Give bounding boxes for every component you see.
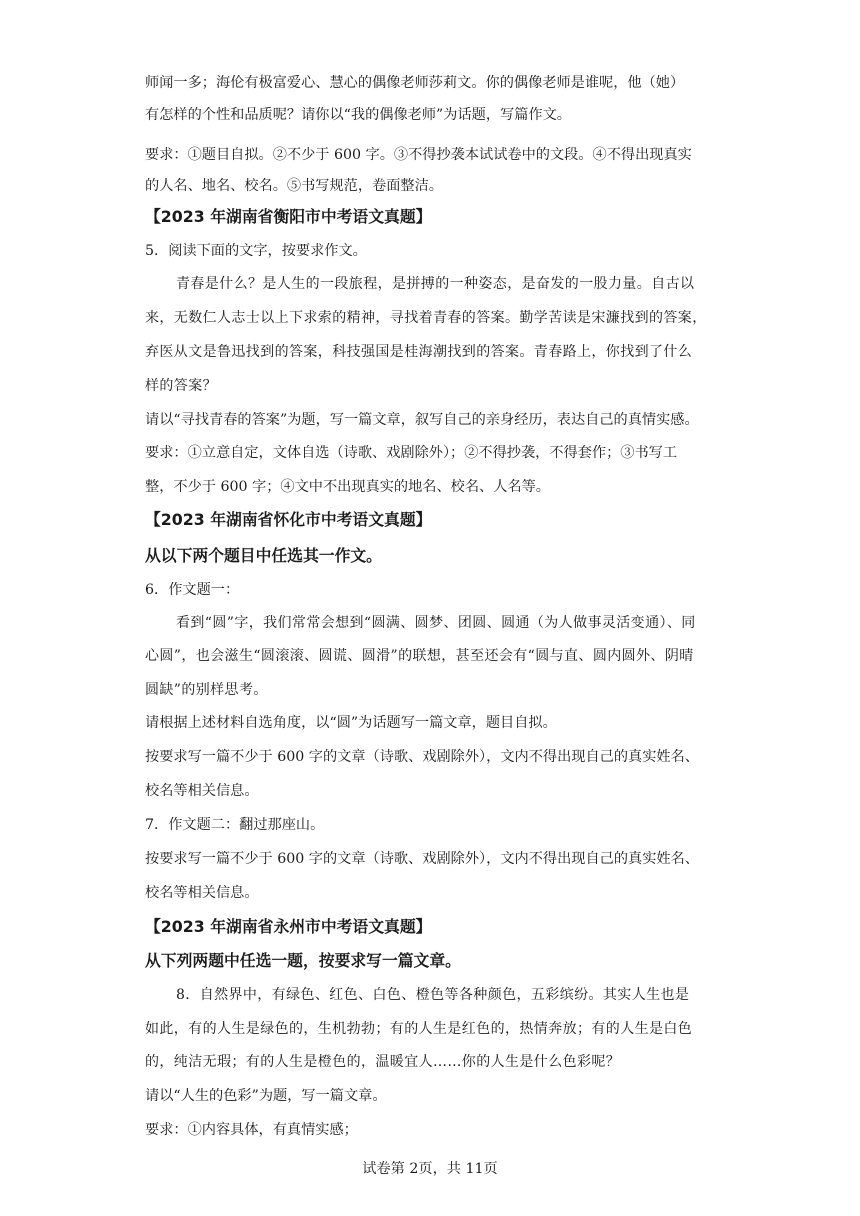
material-line: 来，无数仁人志士以上下求索的精神，寻找着青春的答案。勤学苦读是宋濂找到的答案， [145, 310, 707, 326]
material-line: 圆缺”的别样思考。 [145, 682, 268, 698]
section-instruction: 从下列两题中任选一题，按要求写一篇文章。 [145, 951, 461, 970]
material-line: 青春是什么？是人生的一段旅程，是拼搏的一种姿态，是奋发的一股力量。自古以 [176, 276, 695, 292]
instruction-line: 校名等相关信息。 [145, 783, 259, 799]
requirements-line: 要求：①内容具体，有真情实感； [145, 1122, 358, 1138]
text-line: 有怎样的个性和品质呢？请你以“我的偶像老师”为话题，写篇作文。 [145, 107, 571, 123]
material-line: 弃医从文是鲁迅找到的答案，科技强国是桂海潮找到的答案。青春路上，你找到了什么 [145, 344, 693, 360]
material-line: 样的答案？ [145, 378, 217, 394]
question-5-prompt: 5．阅读下面的文字，按要求作文。 [145, 243, 367, 259]
material-line: 如此，有的人生是绿色的，生机勃勃；有的人生是红色的，热情奔放；有的人生是白色 [145, 1021, 693, 1037]
question-6-label: 6．作文题一： [145, 582, 240, 598]
page-footer: 试卷第 2页，共 11页 [362, 1161, 498, 1177]
material-line: 的，纯洁无瑕；有的人生是橙色的，温暖宜人……你的人生是什么色彩呢？ [145, 1054, 621, 1070]
instruction-line: 请根据上述材料自选角度，以“圆”为话题写一篇文章，题目自拟。 [145, 715, 557, 731]
section-instruction: 从以下两个题目中任选其一作文。 [145, 546, 382, 565]
section-heading-hengyang: 【2023 年湖南省衡阳市中考语文真题】 [145, 207, 432, 226]
instruction-line: 请以“寻找青春的答案”为题，写一篇文章，叙写自己的亲身经历，表达自己的真情实感。 [145, 412, 699, 428]
instruction-line: 请以“人生的色彩”为题，写一篇文章。 [145, 1088, 387, 1104]
section-heading-yongzhou: 【2023 年湖南省永州市中考语文真题】 [145, 917, 432, 936]
requirements-line: 整，不少于 600 字；④文中不出现真实的地名、校名、人名等。 [145, 479, 550, 495]
instruction-line: 按要求写一篇不少于 600 字的文章（诗歌、戏剧除外），文内不得出现自己的真实姓名、 [145, 749, 699, 765]
question-7-label: 7．作文题二：翻过那座山。 [145, 817, 325, 833]
question-8-material: 8．自然界中，有绿色、红色、白色、橙色等各种颜色，五彩缤纷。其实人生也是 [176, 987, 690, 1003]
instruction-line: 校名等相关信息。 [145, 885, 259, 901]
requirements-line: 要求：①题目自拟。②不少于 600 字。③不得抄袭本试试卷中的文段。④不得出现真实 [145, 147, 692, 163]
material-line: 看到“圆”字，我们常常会想到“圆满、圆梦、团圆、圆通（为人做事灵活变通）、同 [176, 615, 696, 631]
section-heading-huaihua: 【2023 年湖南省怀化市中考语文真题】 [145, 510, 432, 529]
requirements-line: 要求：①立意自定，文体自选（诗歌、戏剧除外）；②不得抄袭，不得套作；③书写工 [145, 445, 678, 461]
requirements-line: 的人名、地名、校名。⑤书写规范，卷面整洁。 [145, 178, 443, 194]
text-line: 师闻一多；海伦有极富爱心、慧心的偶像老师莎莉文。你的偶像老师是谁呢，他（她） [145, 75, 685, 91]
material-line: 心圆”，也会滋生“圆滚滚、圆谎、圆滑”的联想，甚至还会有“圆与直、圆内圆外、阴晴 [145, 648, 694, 664]
instruction-line: 按要求写一篇不少于 600 字的文章（诗歌、戏剧除外），文内不得出现自己的真实姓名、 [145, 851, 699, 867]
